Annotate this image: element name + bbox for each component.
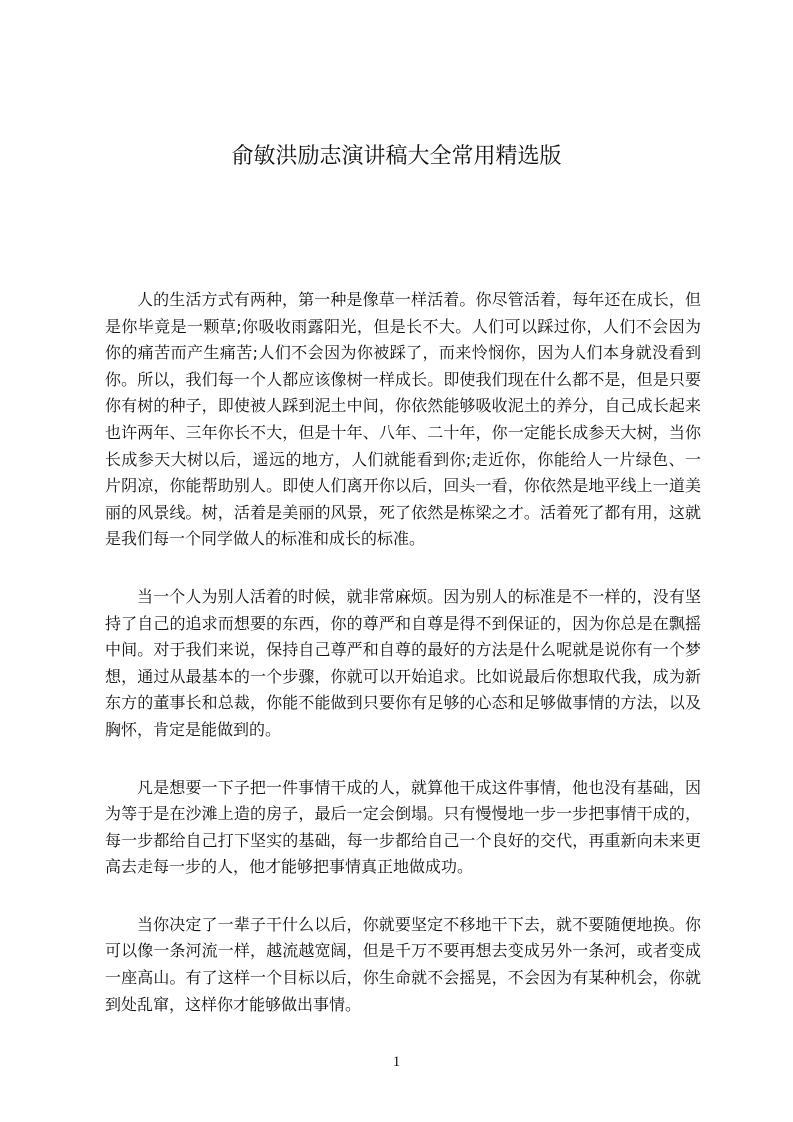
page-number: 1 — [392, 1054, 401, 1070]
paragraph-2: 当一个人为别人活着的时候，就非常麻烦。因为别人的标准是不一样的，没有坚持了自己的追求而想要的东西，你的尊严和自尊是得不到保证的，因为你总是在飘摇中间。对于我们来说，保持自己尊严和自尊的最好的方法是什么呢就是说你有一个梦想，通过从最基本的一个步骤，你就可以开始追求。比如说最后你想取代我，成为新东方的董事长和总裁，你能不能做到只要你有足够的心态和足够做事情的方法，以及胸怀，肯定是能做到的。 — [105, 586, 701, 739]
page-title: 俞敏洪励志演讲稿大全常用精选版 — [231, 144, 562, 169]
document-body — [105, 287, 701, 1049]
paragraph-1: 人的生活方式有两种，第一种是像草一样活着。你尽管活着，每年还在成长，但是你毕竟是一颗草;你吸收雨露阳光，但是长不大。人们可以踩过你，人们不会因为你的痛苦而产生痛苦;人们不会因为你被踩了，而来怜悯你，因为人们本身就没看到你。所以，我们每一个人都应该像树一样成长。即使我们现在什么都不是，但是只要你有树的种子，即使被人踩到泥土中间，你依然能够吸收泥土的养分，自己成长起来也许两年、三年你长不大，但是十年、八年、二十年，你一定能长成参天大树，当你长成参天大树以后，遥远的地方，人们就能看到你;走近你，你能给人一片绿色、一片阴凉，你能帮助别人。即使人们离开你以后，回头一看，你依然是地平线上一道美丽的风景线。树，活着是美丽的风景，死了依然是栋梁之才。活着死了都有用，这就是我们每一个同学做人的标准和成长的标准。 — [105, 290, 701, 549]
paragraph-4: 当你决定了一辈子干什么以后，你就要坚定不移地干下去，就不要随便地换。你可以像一条河流一样，越流越宽阔，但是千万不要再想去变成另外一条河，或者变成一座高山。有了这样一个目标以后，你生命就不会摇晃，不会因为有某种机会，你就到处乱窜，这样你才能够做出事情。 — [105, 914, 701, 1014]
paragraph-3: 凡是想要一下子把一件事情干成的人，就算他干成这件事情，他也没有基础，因为等于是在沙滩上造的房子，最后一定会倒塌。只有慢慢地一步一步把事情干成的，每一步都给自己打下坚实的基础，每一步都给自己一个良好的交代，再重新向未来更高去走每一步的人，他才能够把事情真正地做成功。 — [105, 777, 701, 877]
